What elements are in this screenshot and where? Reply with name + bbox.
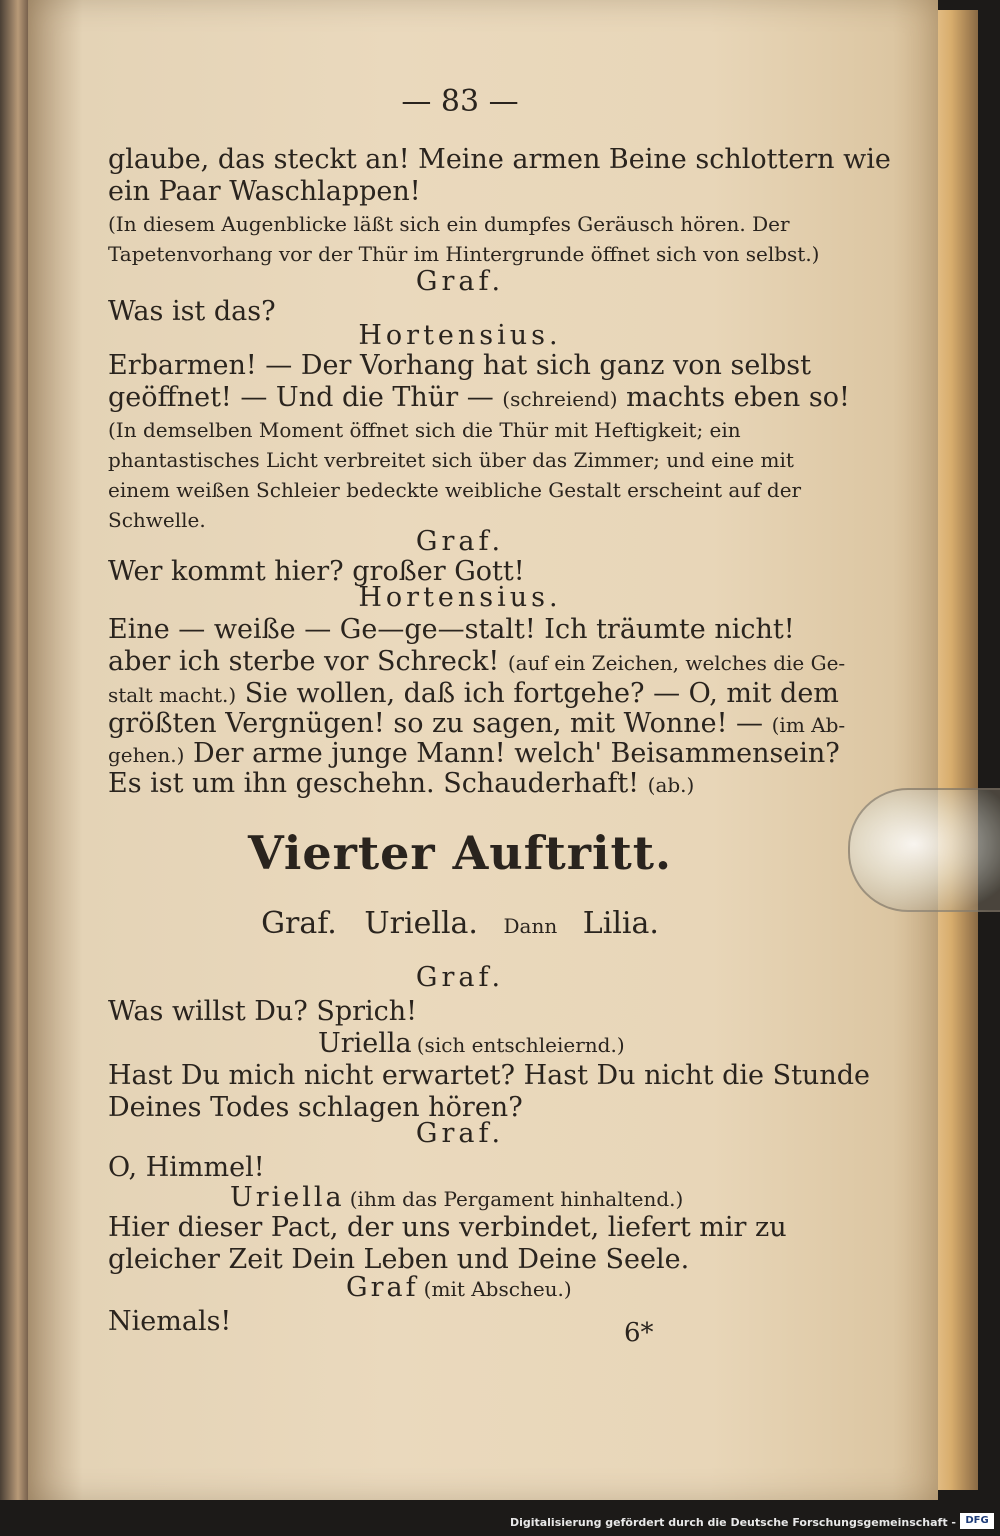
speaker-name: Uriella bbox=[318, 1028, 412, 1059]
speaker-name: Graf bbox=[346, 1272, 419, 1303]
stage-direction-inline: gehen.) bbox=[108, 743, 185, 767]
text-line: ein Paar Waschlappen! bbox=[108, 176, 421, 207]
scene-title: Vierter Auftritt. bbox=[247, 826, 672, 880]
text-fragment: Es ist um ihn geschehn. Schauderhaft! bbox=[108, 768, 640, 799]
text-fragment: Sie wollen, daß ich fortgehe? — O, mit dem bbox=[244, 678, 839, 709]
text-fragment: Der arme junge Mann! welch' Beisammensein? bbox=[193, 738, 840, 769]
cast-dann: Dann bbox=[503, 914, 558, 938]
cast-uriella: Uriella. bbox=[364, 906, 478, 941]
signature-mark: 6* bbox=[624, 1318, 654, 1348]
text-line: Niemals! bbox=[108, 1306, 232, 1337]
stage-direction-inline: (sich entschleiernd.) bbox=[416, 1033, 625, 1057]
text-line: Hast Du mich nicht erwartet? Hast Du nicht die Stunde bbox=[108, 1060, 870, 1091]
cast-list bbox=[0, 906, 920, 941]
speaker-name: Graf. bbox=[415, 1118, 505, 1149]
stage-direction: einem weißen Schleier bedeckte weibliche Gestalt erscheint auf der bbox=[108, 478, 802, 502]
speaker-line bbox=[230, 1182, 683, 1213]
footer-credit: Digitalisierung gefördert durch die Deutsche Forschungsgemeinschaft - bbox=[509, 1516, 956, 1529]
stage-direction-inline: (schreiend) bbox=[502, 387, 618, 411]
stage-direction: (In diesem Augenblicke läßt sich ein dumpfes Geräusch hören. Der bbox=[108, 212, 790, 236]
stage-direction-inline: (ab.) bbox=[647, 773, 695, 797]
text-fragment: machts eben so! bbox=[626, 382, 850, 413]
stage-direction-inline: stalt macht.) bbox=[108, 683, 237, 707]
speaker-name: Hortensius. bbox=[358, 582, 562, 613]
text-line: Eine — weiße — Ge—ge—stalt! Ich träumte nicht! bbox=[108, 614, 795, 645]
speaker-line bbox=[318, 1028, 625, 1059]
page-marker-clip bbox=[848, 788, 1000, 912]
text-line bbox=[108, 768, 694, 799]
stage-direction: (In demselben Moment öffnet sich die Thür mit Heftigkeit; ein bbox=[108, 418, 741, 442]
cast-lilia: Lilia. bbox=[582, 906, 659, 941]
speaker-line bbox=[346, 1272, 572, 1303]
text-line bbox=[108, 646, 845, 677]
text-line: gleicher Zeit Dein Leben und Deine Seele. bbox=[108, 1244, 690, 1275]
dfg-logo: DFG bbox=[960, 1513, 994, 1529]
speaker-name: Graf. bbox=[415, 962, 505, 993]
stage-direction-inline: (auf ein Zeichen, welches die Ge- bbox=[507, 651, 846, 675]
stage-direction: Schwelle. bbox=[108, 508, 206, 532]
stage-direction-inline: (im Ab- bbox=[771, 713, 846, 737]
speaker-name: Uriella bbox=[230, 1182, 345, 1213]
stage-direction-inline: (mit Abscheu.) bbox=[423, 1277, 572, 1301]
text-line: O, Himmel! bbox=[108, 1152, 265, 1183]
text-fragment: größten Vergnügen! so zu sagen, mit Wonne! — bbox=[108, 708, 764, 739]
stage-direction: phantastisches Licht verbreitet sich über das Zimmer; und eine mit bbox=[108, 448, 794, 472]
text-line: Was willst Du? Sprich! bbox=[108, 996, 418, 1027]
text-line bbox=[108, 382, 850, 413]
left-page-edge bbox=[0, 0, 30, 1536]
text-line: Deines Todes schlagen hören? bbox=[108, 1092, 523, 1123]
text-line bbox=[108, 738, 840, 769]
text-line bbox=[108, 678, 839, 709]
speaker-name: Hortensius. bbox=[358, 320, 562, 351]
stage-direction: Tapetenvorhang vor der Thür im Hintergrunde öffnet sich von selbst.) bbox=[108, 242, 820, 266]
text-fragment: geöffnet! — Und die Thür — bbox=[108, 382, 494, 413]
stage-direction-inline: (ihm das Pergament hinhaltend.) bbox=[349, 1187, 684, 1211]
text-line: Wer kommt hier? großer Gott! bbox=[108, 556, 525, 587]
text-line: Hier dieser Pact, der uns verbindet, liefert mir zu bbox=[108, 1212, 787, 1243]
cast-graf: Graf. bbox=[261, 906, 337, 941]
text-line: Erbarmen! — Der Vorhang hat sich ganz von selbst bbox=[108, 350, 811, 381]
speaker-name: Graf. bbox=[415, 526, 505, 557]
text-line: glaube, das steckt an! Meine armen Beine schlottern wie bbox=[108, 144, 891, 175]
speaker-name: Graf. bbox=[415, 266, 505, 297]
page-number: — 83 — bbox=[401, 84, 519, 119]
text-line bbox=[108, 708, 845, 739]
text-line: Was ist das? bbox=[108, 296, 276, 327]
text-fragment: aber ich sterbe vor Schreck! bbox=[108, 646, 500, 677]
